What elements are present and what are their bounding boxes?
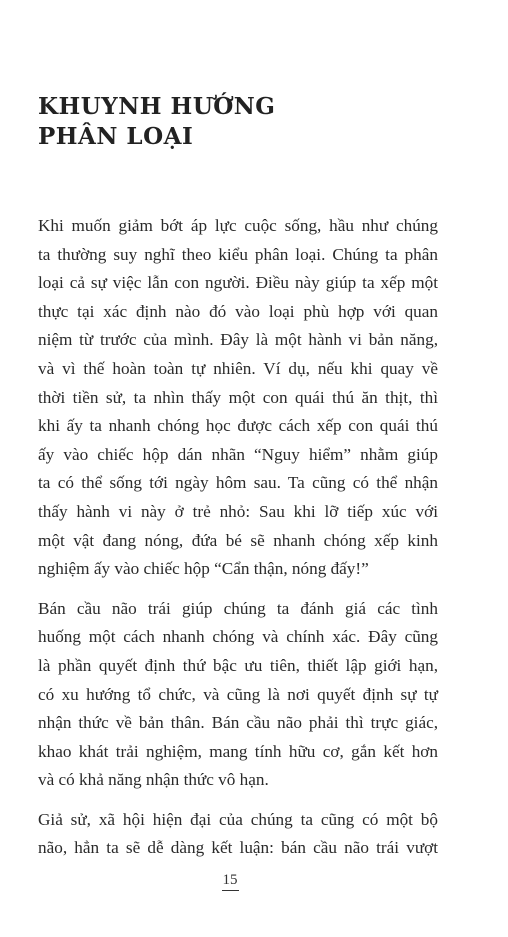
text-line: thực tại xác định nào đó vào loại phù hợp với quan (38, 301, 438, 321)
text-line: ta có thể sống tới ngày hôm sau. Ta cũng có thể nhận (38, 473, 438, 493)
text-line: loại cả sự việc lẫn con người. Điều này giúp ta xếp một (38, 273, 438, 293)
text-line: Giả sử, xã hội hiện đại của chúng ta cũng có một bộ (38, 809, 438, 829)
text-line: niệm từ trước của mình. Đây là một hành vi bản năng, (38, 330, 438, 350)
page-number-value: 15 (222, 872, 239, 891)
text-line: thấy hành vi này ở trẻ nhỏ: Sau khi lỡ tiếp xúc với (38, 501, 438, 521)
chapter-title-line: PHÂN LOẠI (38, 123, 194, 150)
text-line: huống một cách nhanh chóng và chính xác. Đây cũng (38, 627, 438, 647)
text-line: có xu hướng tổ chức, và cũng là nơi quyết định sự tự (38, 684, 438, 704)
chapter-title (38, 92, 275, 152)
paragraph (38, 595, 438, 795)
chapter-title-line: KHUYNH HƯỚNG (38, 93, 276, 120)
text-line: Khi muốn giảm bớt áp lực cuộc sống, hầu như chúng (38, 216, 438, 235)
text-line: ta thường suy nghĩ theo kiểu phân loại. Chúng ta phân (38, 244, 438, 264)
text-line: và vì thế hoàn toàn tự nhiên. Ví dụ, nếu khi quay về (38, 358, 438, 378)
text-line: một vật đang nóng, đứa bé sẽ nhanh chóng xếp kinh (38, 530, 438, 550)
text-line: nghiệm ấy vào chiếc hộp “Cẩn thận, nóng đấy!” (38, 559, 369, 579)
text-line: khi ấy ta nhanh chóng học được cách xếp con quái thú (38, 416, 438, 436)
paragraph (38, 806, 438, 863)
body-text (38, 212, 438, 863)
text-line: là phần quyết định thứ bậc ưu tiên, thiết lập giới hạn, (38, 655, 438, 675)
text-line: và có khả năng nhận thức vô hạn. (38, 770, 269, 790)
text-line: nhận thức về bản thân. Bán cầu não phải thì trực giác, (38, 713, 438, 733)
paragraph (38, 212, 438, 584)
text-line: thời tiền sử, ta nhìn thấy một con quái thú ăn thịt, thì (38, 387, 438, 407)
text-line: Bán cầu não trái giúp chúng ta đánh giá các tình (38, 598, 438, 618)
text-line: ấy vào chiếc hộp dán nhãn “Nguy hiểm” nhằm giúp (38, 444, 438, 464)
text-line: khao khát trải nghiệm, mang tính hữu cơ, gắn kết hơn (38, 741, 438, 761)
page-number (0, 872, 460, 891)
text-line: não, hẳn ta sẽ dễ dàng kết luận: bán cầu não trái vượt (38, 838, 438, 858)
